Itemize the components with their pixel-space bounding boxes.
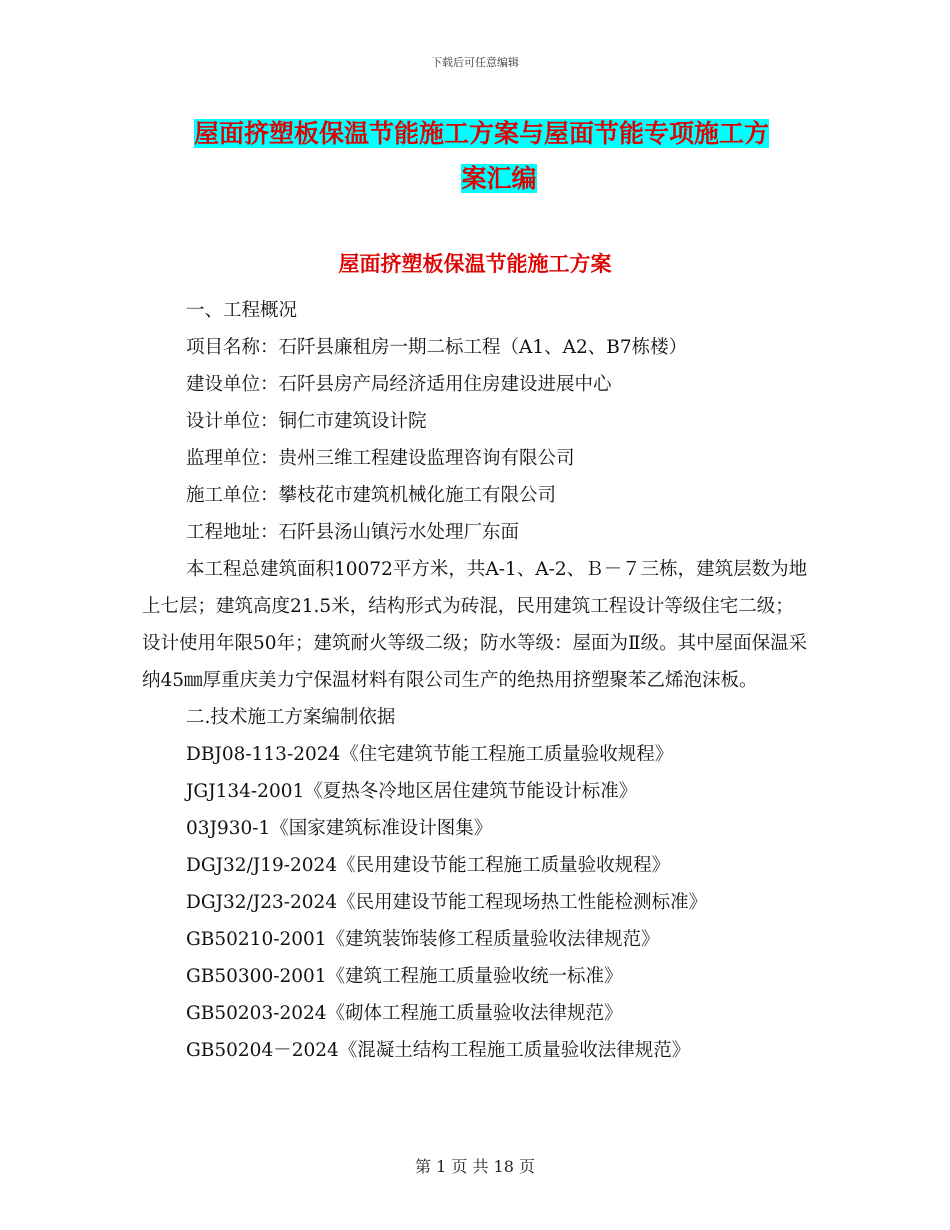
section-title: 屋面挤塑板保温节能施工方案: [338, 251, 612, 276]
standard-item: DBJ08-113-2024《住宅建筑节能工程施工质量验收规程》: [186, 744, 674, 765]
standard-item: GB50210-2001《建筑装饰装修工程质量验收法律规范》: [186, 929, 660, 950]
supervisor-unit: 监理单位：贵州三维工程建设监理咨询有限公司: [186, 448, 575, 469]
project-description: 本工程总建筑面积10072平方米，共A-1、A-2、Ｂ－７三栋，建筑层数为地上七层；建筑高度21.5米，结构形式为砖混，民用建筑工程设计等级住宅二级；设计使用年限50年；建筑耐火等级二级；防水等级：屋面为Ⅱ级。其中屋面保温采纳45㎜厚重庆美力宁保温材料有限公司生产的绝热用挤塑聚苯乙烯泡沫板。: [142, 559, 808, 691]
basis-heading: 二.技术施工方案编制依据: [186, 707, 396, 728]
main-title-line2: 案汇编: [461, 164, 537, 193]
standard-item: DGJ32/J23-2024《民用建设节能工程现场热工性能检测标准》: [186, 892, 708, 913]
page-number-footer: 第 1 页 共 18 页: [415, 1157, 535, 1176]
project-address: 工程地址：石阡县汤山镇污水处理厂东面: [186, 522, 520, 543]
designer-unit: 设计单位：铜仁市建筑设计院: [186, 411, 427, 432]
constructor-unit: 施工单位：攀枝花市建筑机械化施工有限公司: [186, 485, 557, 506]
main-title-line1: 屋面挤塑板保温节能施工方案与屋面节能专项施工方: [194, 119, 770, 148]
standard-item: DGJ32/J19-2024《民用建设节能工程施工质量验收规程》: [186, 855, 671, 876]
project-name: 项目名称：石阡县廉租房一期二标工程（A1、A2、B7栋楼）: [186, 337, 688, 358]
overview-heading: 一、工程概况: [186, 300, 298, 321]
standard-item: GB50203-2024《砌体工程施工质量验收法律规范》: [186, 1003, 623, 1024]
standard-item: GB50204－2024《混凝土结构工程施工质量验收法律规范》: [186, 1040, 691, 1061]
standard-item: GB50300-2001《建筑工程施工质量验收统一标准》: [186, 966, 623, 987]
document-body: [142, 292, 812, 1069]
header-note: 下载后可任意编辑: [431, 56, 519, 69]
standard-item: JGJ134-2001《夏热冬冷地区居住建筑节能设计标准》: [186, 781, 638, 802]
main-title: [194, 112, 804, 200]
standard-item: 03J930-1《国家建筑标准设计图集》: [186, 818, 493, 839]
builder-unit: 建设单位：石阡县房产局经济适用住房建设进展中心: [186, 374, 612, 395]
